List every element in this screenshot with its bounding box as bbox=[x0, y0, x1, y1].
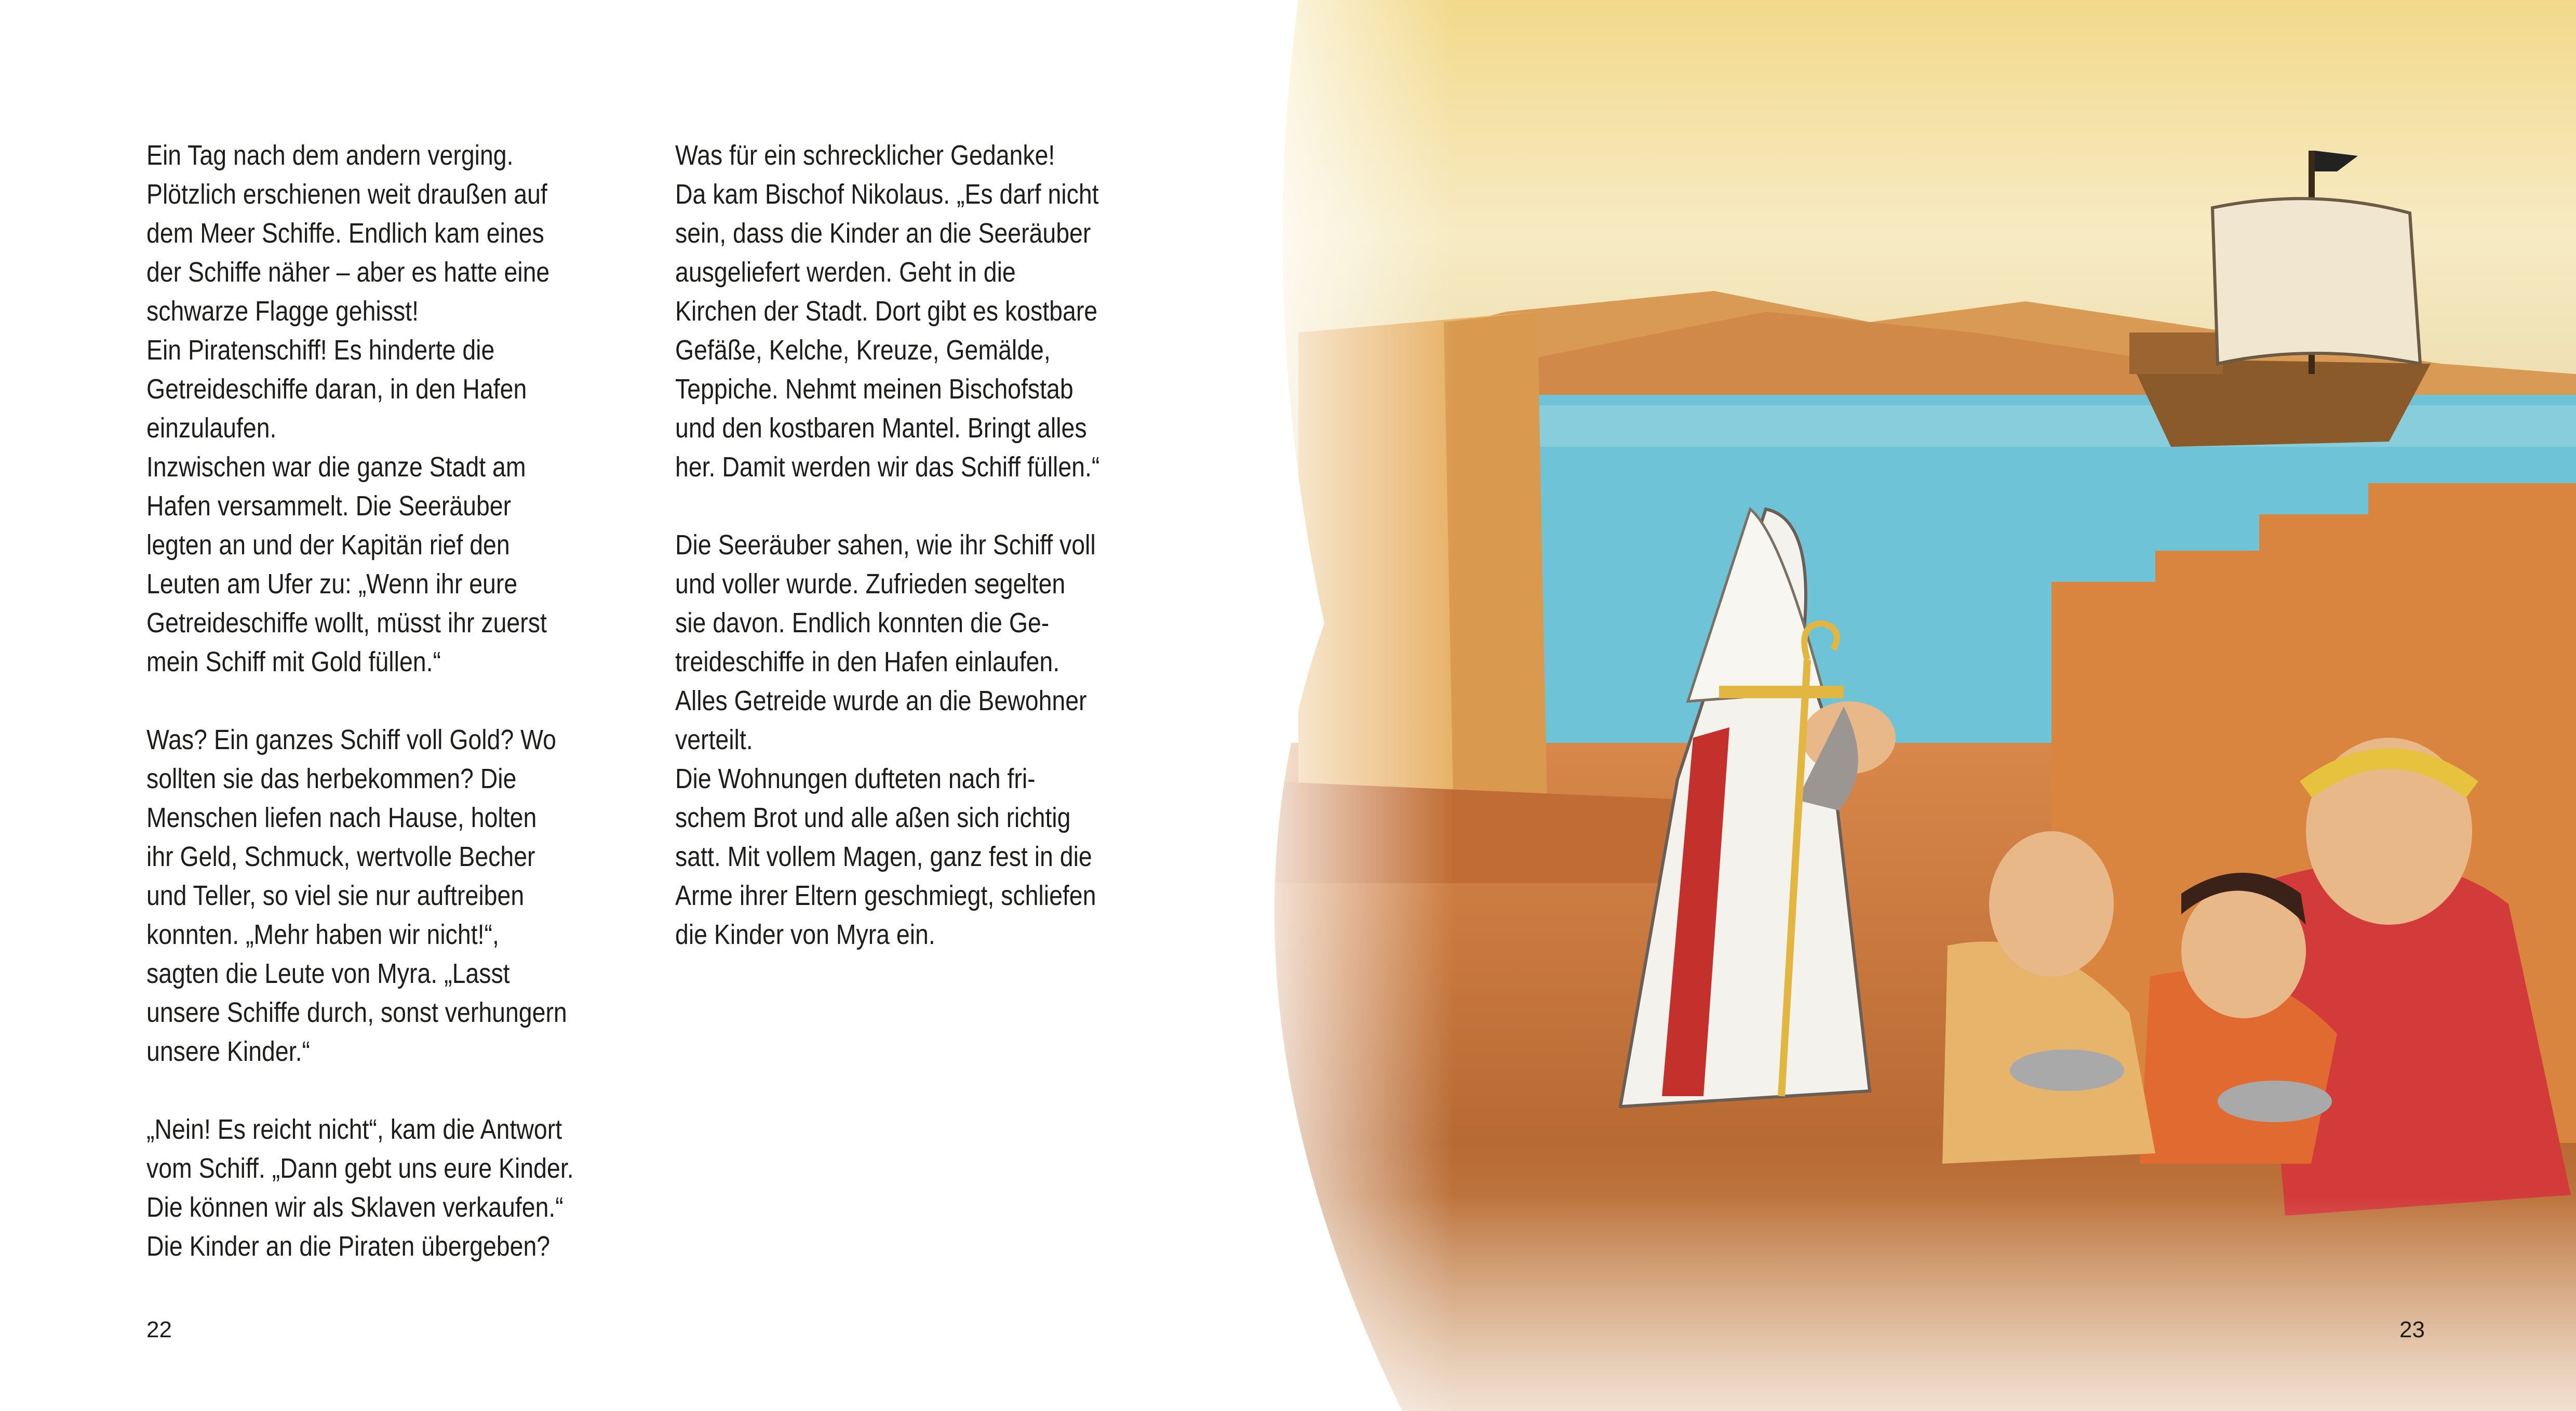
text-line: und voller wurde. Zufrieden segelten bbox=[675, 568, 1066, 600]
text-line: sein, dass die Kinder an die Seeräuber bbox=[675, 218, 1091, 249]
text-line: Da kam Bischof Nikolaus. „Es darf nicht bbox=[675, 179, 1099, 210]
text-line: „Nein! Es reicht nicht“, kam die Antwort bbox=[146, 1114, 562, 1145]
text-line: konnten. „Mehr haben wir nicht!“, bbox=[146, 919, 499, 950]
text-line: Kirchen der Stadt. Dort gibt es kostbare bbox=[675, 296, 1098, 327]
text-line: Getreideschiffe daran, in den Hafen bbox=[146, 374, 527, 405]
text-line: sie davon. Endlich konnten die Ge- bbox=[675, 607, 1050, 638]
text-line: Menschen liefen nach Hause, holten bbox=[146, 802, 537, 833]
text-line: mein Schiff mit Gold füllen.“ bbox=[146, 646, 441, 677]
text-line: Hafen versammelt. Die Seeräuber bbox=[146, 490, 512, 522]
paragraph bbox=[675, 526, 1099, 954]
right-text-column bbox=[675, 136, 1099, 993]
text-line: Alles Getreide wurde an die Bewohner bbox=[675, 685, 1087, 716]
text-line: und Teller, so viel sie nur auftreiben bbox=[146, 880, 525, 911]
text-line: Ein Tag nach dem andern verging. bbox=[146, 140, 514, 171]
text-line: sollten sie das herbekommen? Die bbox=[146, 763, 517, 794]
left-page-text-column bbox=[146, 136, 574, 1305]
text-line: und den kostbaren Mantel. Bringt alles bbox=[675, 412, 1087, 444]
text-line: Was? Ein ganzes Schiff voll Gold? Wo bbox=[146, 724, 557, 755]
text-line: schwarze Flagge gehisst! bbox=[146, 296, 419, 327]
text-line: Getreideschiffe wollt, müsst ihr zuerst bbox=[146, 607, 547, 638]
text-line: Ein Piratenschiff! Es hinderte die bbox=[146, 335, 495, 366]
paragraph bbox=[146, 136, 574, 682]
text-line: der Schiffe näher – aber es hatte eine bbox=[146, 257, 550, 288]
text-line: Die Wohnungen dufteten nach fri- bbox=[675, 763, 1036, 794]
text-line: Leuten am Ufer zu: „Wenn ihr eure bbox=[146, 568, 518, 600]
text-line: Plötzlich erschienen weit draußen auf bbox=[146, 179, 547, 210]
text-line: Inzwischen war die ganze Stadt am bbox=[146, 451, 526, 483]
text-line: verteilt. bbox=[675, 724, 753, 755]
text-line: ausgeliefert werden. Geht in die bbox=[675, 257, 1016, 288]
text-line: Die Kinder an die Piraten übergeben? bbox=[146, 1231, 551, 1262]
text-line: die Kinder von Myra ein. bbox=[675, 919, 935, 950]
paragraph bbox=[146, 1110, 574, 1266]
text-line: sagten die Leute von Myra. „Lasst bbox=[146, 958, 510, 989]
text-line: einzulaufen. bbox=[146, 412, 277, 444]
text-line: Teppiche. Nehmt meinen Bischofstab bbox=[675, 374, 1074, 405]
text-line: Was für ein schrecklicher Gedanke! bbox=[675, 140, 1055, 171]
text-line: satt. Mit vollem Magen, ganz fest in die bbox=[675, 841, 1092, 872]
text-line: unsere Kinder.“ bbox=[146, 1036, 310, 1067]
page-number-left: 22 bbox=[146, 1317, 172, 1342]
text-line: Die können wir als Sklaven verkaufen.“ bbox=[146, 1192, 564, 1223]
text-line: treideschiffe in den Hafen einlaufen. bbox=[675, 646, 1060, 677]
text-line: Gefäße, Kelche, Kreuze, Gemälde, bbox=[675, 335, 1051, 366]
text-line: ihr Geld, Schmuck, wertvolle Becher bbox=[146, 841, 535, 872]
text-line: Arme ihrer Eltern geschmiegt, schliefen bbox=[675, 880, 1096, 911]
text-line: unsere Schiffe durch, sonst verhungern bbox=[146, 997, 567, 1028]
text-line: legten an und der Kapitän rief den bbox=[146, 529, 510, 561]
text-line: Die Seeräuber sahen, wie ihr Schiff voll bbox=[675, 529, 1096, 561]
text-line: dem Meer Schiffe. Endlich kam eines bbox=[146, 218, 544, 249]
paragraph bbox=[675, 136, 1099, 487]
text-line: her. Damit werden wir das Schiff füllen.“ bbox=[675, 451, 1100, 483]
text-line: schem Brot und alle aßen sich richtig bbox=[675, 802, 1071, 833]
paragraph bbox=[146, 721, 574, 1071]
page-number-right: 23 bbox=[2399, 1317, 2425, 1342]
text-line: vom Schiff. „Dann gebt uns eure Kinder. bbox=[146, 1153, 574, 1184]
